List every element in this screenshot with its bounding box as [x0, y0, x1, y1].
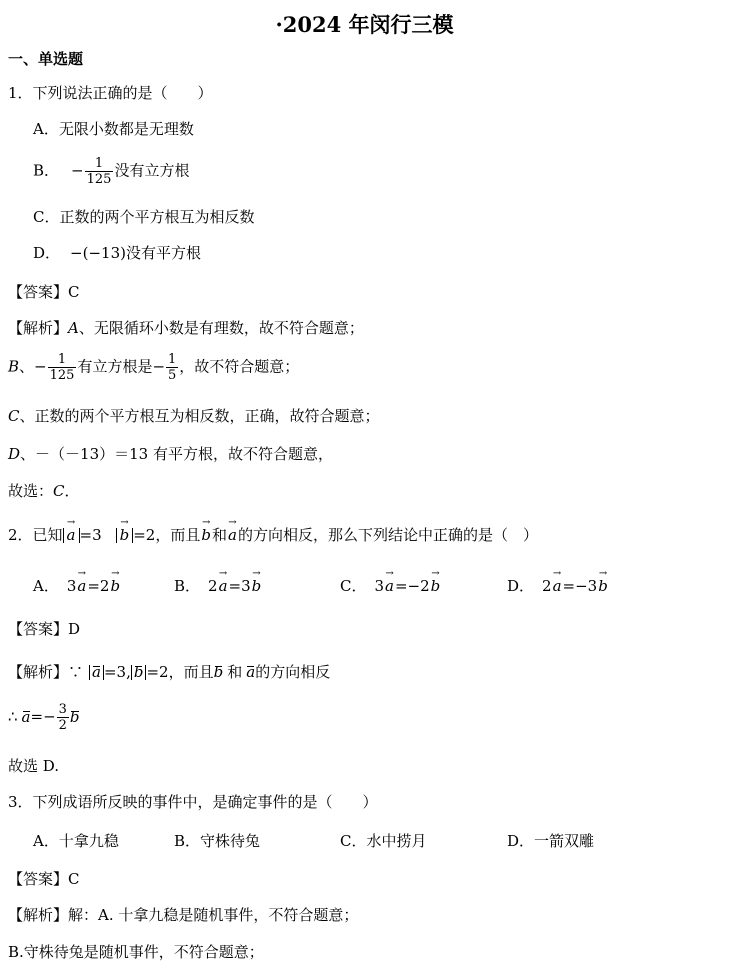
q3-option-a: A．十拿九稳	[33, 832, 119, 850]
q1-option-b	[33, 156, 189, 187]
q1-analysis-b-pre: 、−	[19, 357, 47, 376]
q2-option-d-coef1: 2	[542, 577, 552, 595]
q2-analysis-vals2: =2	[146, 663, 169, 681]
q2-stem-b-val: =2	[133, 526, 156, 544]
q2-option-a-vec1: → a	[77, 579, 86, 594]
q2-option-b-vec2: → b	[252, 579, 262, 594]
q1-analysis-b-fraction2	[166, 352, 178, 383]
q1-analysis-b-end: ，故不符合题意；	[179, 357, 300, 376]
page-title: ·2024 年闵行三模	[275, 12, 454, 37]
q2-therefore-symbol: ∴	[8, 707, 18, 726]
q2-vector-a2: → a	[228, 528, 237, 543]
q3-option-b: B．守株待兔	[174, 832, 261, 850]
q2-option-c-coef1: 3	[374, 577, 385, 595]
q1-conclusion-end: ．	[64, 482, 80, 500]
q3-analysis-b: B.守株待兔是随机事件，不符合题意；	[8, 943, 264, 961]
q1-conclusion-letter: C	[53, 482, 65, 500]
q2-therefore	[8, 702, 80, 733]
q2-option-a-label: A．	[33, 577, 59, 595]
q2-because: ∵	[68, 663, 84, 681]
q1-option-b-label: B．	[33, 161, 60, 180]
q2-option-b-label: B．	[174, 577, 201, 595]
q2-therefore-fraction	[57, 702, 69, 733]
q1-analysis-b-letter: B	[8, 357, 20, 376]
q3-analysis: 【解析】解：A. 十拿九稳是随机事件，不符合题意；	[8, 906, 359, 924]
q1-analysis-c-letter: C	[8, 407, 20, 425]
q2-option-a	[33, 579, 121, 594]
q2-stem-a-val: =3	[79, 526, 102, 544]
q2-option-c-vec2: → b	[431, 579, 441, 594]
q1-analysis-b-denominator: 125	[49, 368, 75, 383]
q2-option-b-coef1: 2	[208, 577, 218, 595]
q2-vector-b2: → b	[201, 528, 211, 543]
q1-analysis-b-fraction	[48, 352, 77, 383]
q1-analysis-label: 【解析】	[8, 319, 69, 337]
q1-analysis-b-numerator2: 1	[168, 352, 177, 367]
q2-option-c	[340, 579, 441, 594]
q1-conclusion-pre: 故选：	[8, 482, 54, 500]
q2-vector-b: → b	[120, 528, 130, 543]
q2-option-a-coef2: =2	[87, 577, 110, 595]
q2-analysis-abs-a	[89, 665, 104, 680]
q1-option-a: A．无限小数都是无理数	[33, 120, 194, 138]
section-heading: 一、单选题	[8, 50, 84, 68]
q1-analysis-c-text: 、正数的两个平方根互为相反数，正确，故符合题意；	[19, 407, 380, 425]
q2-option-c-coef2: =−2	[394, 577, 430, 595]
q1-analysis-d-letter: D	[8, 445, 21, 463]
q1-option-d-label: D．	[33, 244, 61, 262]
q1-analysis-b-numerator: 1	[48, 352, 77, 368]
q2-analysis	[8, 665, 330, 680]
q2-therefore-bar-a: a	[21, 707, 31, 726]
q1-option-d-text: 没有平方根	[125, 244, 201, 262]
q2-analysis-end: 的方向相反	[255, 663, 331, 681]
q2-therefore-numerator: 3	[58, 702, 67, 717]
q2-stem-mid: ，而且	[155, 526, 201, 544]
q2-analysis-mid: ，而且	[168, 663, 214, 681]
q1-analysis-a	[8, 321, 364, 336]
q2-analysis-vals: =3,	[103, 663, 131, 681]
q1-stem: 1．下列说法正确的是（ ）	[8, 84, 213, 102]
q2-analysis-bar-a2: a	[246, 663, 256, 681]
q1-analysis-c	[8, 409, 380, 424]
q2-stem	[8, 528, 538, 543]
q2-option-b-coef2: =3	[228, 577, 251, 595]
q3-stem: 3．下列成语所反映的事件中，是确定事件的是（ ）	[8, 793, 378, 811]
q2-stem-end: 的方向相反，那么下列结论中正确的是（ ）	[237, 526, 538, 544]
q1-analysis-b	[8, 352, 299, 383]
q2-option-d-vec2: → b	[598, 579, 608, 594]
q2-stem-pre: 2．已知	[8, 526, 63, 544]
q2-option-b-vec1: → a	[219, 579, 228, 594]
q2-answer: 【答案】D	[8, 620, 81, 638]
q3-option-c: C．水中捞月	[340, 832, 427, 850]
q1-analysis-d-text: 、－（－13）＝13 有平方根，故不符合题意，	[20, 445, 333, 463]
q1-option-b-minus: −	[71, 161, 84, 180]
q2-therefore-denominator: 2	[58, 718, 67, 733]
q1-conclusion	[8, 484, 80, 499]
q1-option-b-text: 没有立方根	[114, 161, 190, 180]
q2-conclusion: 故选 D.	[8, 757, 60, 775]
q3-answer: 【答案】C	[8, 870, 80, 888]
q1-analysis-a-letter: A	[68, 319, 79, 337]
q2-option-c-vec1: → a	[385, 579, 394, 594]
q2-therefore-bar-b: b	[69, 707, 80, 726]
q1-answer: 【答案】C	[8, 283, 80, 301]
q2-option-c-label: C．	[340, 577, 367, 595]
q1-analysis-a-text: 、无限循环小数是有理数，故不符合题意；	[78, 319, 364, 337]
q2-option-d-coef2: =−3	[562, 577, 598, 595]
q1-option-b-numerator: 1	[85, 156, 114, 172]
q2-abs-a	[63, 528, 80, 543]
q2-analysis-and: 和	[227, 663, 243, 681]
q1-option-c: C．正数的两个平方根互为相反数	[33, 208, 255, 226]
q2-stem-and: 和	[211, 526, 227, 544]
q1-option-b-fraction	[85, 156, 114, 187]
q2-therefore-eq: =−	[30, 707, 56, 726]
q1-option-d-expr: −(−13)	[70, 244, 126, 262]
q2-analysis-bar-b2: b	[213, 663, 224, 681]
q2-option-d-label: D．	[507, 577, 535, 595]
q2-option-a-vec2: → b	[110, 579, 120, 594]
q2-vector-a: → a	[67, 528, 76, 543]
q2-analysis-bar-b: b	[133, 663, 144, 681]
q2-analysis-abs-b	[131, 665, 147, 680]
q3-option-d: D．一箭双雕	[507, 832, 595, 850]
q2-abs-b	[116, 528, 134, 543]
q2-option-a-coef1: 3	[66, 577, 77, 595]
q2-option-d	[507, 579, 609, 594]
q1-analysis-b-mid: 有立方根是−	[77, 357, 166, 376]
q1-option-d	[33, 246, 201, 261]
q1-analysis-b-denominator2: 5	[168, 368, 177, 383]
q2-analysis-bar-a: a	[92, 663, 101, 681]
q2-option-b	[174, 579, 262, 594]
q1-option-b-denominator: 125	[86, 172, 112, 187]
q2-analysis-label: 【解析】	[8, 663, 69, 681]
q2-option-d-vec1: → a	[553, 579, 562, 594]
q1-analysis-d	[8, 447, 333, 462]
